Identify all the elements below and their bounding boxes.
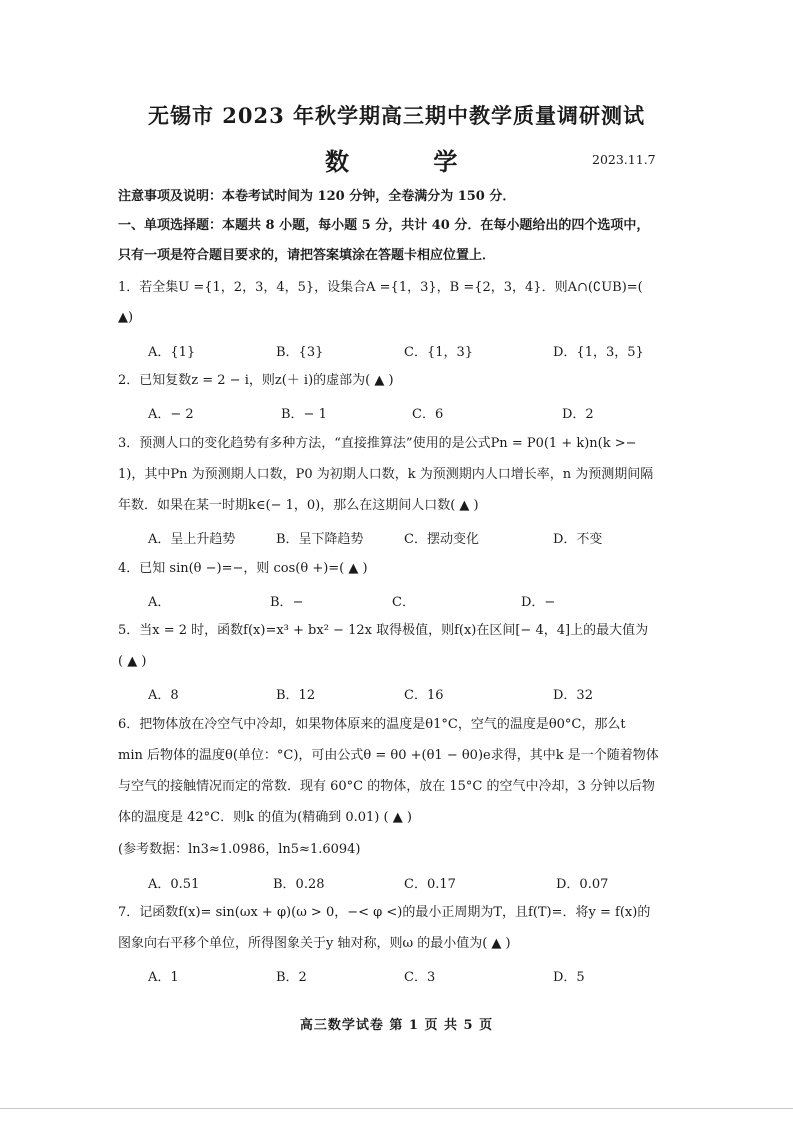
question-4-line-1: 4．已知 sin(θ −)=−，则 cos(θ +)=( ▲ )	[118, 561, 368, 576]
question-7-line-1: 7．记函数f(x)= sin(ωx + φ)(ω > 0，−< φ <)的最小正周期为T，且f(T)=．将y = f(x)的	[118, 905, 651, 920]
exam-date: 2023.11.7	[592, 152, 656, 167]
question-3-option-d: D．不变	[553, 532, 603, 547]
question-3-line-1: 3．预测人口的变化趋势有多种方法，“直接推算法”使用的是公式Pn = P0(1 + k)n(k >−	[118, 436, 637, 451]
question-5-option-a: A．8	[148, 688, 179, 703]
question-1-line-2: ▲)	[118, 310, 134, 325]
question-6-line-2: min 后物体的温度θ(单位：°C)，可由公式θ = θ0 +(θ1 − θ0)e求得，其中k 是一个随着物体	[118, 748, 659, 763]
question-6-option-d: D．0.07	[556, 877, 609, 892]
question-1-option-a: A．{1}	[148, 345, 196, 360]
question-7-option-c: C．3	[404, 970, 436, 985]
question-5-line-1: 5．当x = 2 时，函数f(x)=x³ + bx² − 12x 取得极值，则f(x)在区间[− 4，4]上的最大值为	[118, 623, 649, 638]
exam-title: 无锡市 2023 年秋学期高三期中教学质量调研测试	[147, 103, 646, 128]
question-3-line-2: 1)，其中Pn 为预测期人口数，P0 为初期人口数，k 为预测期内人口增长率，n 为预测期间隔	[118, 467, 654, 482]
question-2-option-b: B．− 1	[281, 407, 327, 422]
question-5-line-2: ( ▲ )	[118, 654, 147, 669]
question-6-line-4: 体的温度是 42°C．则k 的值为(精确到 0.01) ( ▲ )	[118, 810, 412, 825]
question-1-option-d: D．{1，3，5}	[553, 345, 644, 360]
question-2-line-1: 2．已知复数z = 2 − i，则z(＋ i)的虚部为( ▲ )	[118, 373, 394, 388]
question-2-option-d: D．2	[562, 407, 594, 422]
question-7-option-b: B．2	[276, 970, 307, 985]
question-3-option-a: A．呈上升趋势	[148, 532, 236, 547]
question-4-option-c: C．	[392, 595, 415, 610]
question-3-option-c: C．摆动变化	[404, 532, 479, 547]
question-4-option-a: A．	[148, 595, 171, 610]
bottom-divider	[0, 1108, 793, 1109]
question-4-option-d: D．−	[521, 595, 556, 610]
question-3-line-3: 年数．如果在某一时期k∈(− 1，0)，那么在这期间人口数( ▲ )	[118, 498, 479, 513]
section1-instruction-line1: 一、单项选择题：本题共 8 小题，每小题 5 分，共计 40 分．在每小题给出的四个选项中，	[118, 218, 650, 233]
subject-heading: 数 学	[325, 147, 496, 176]
question-1-option-b: B．{3}	[276, 345, 324, 360]
question-5-option-d: D．32	[553, 688, 593, 703]
page-footer: 高三数学试卷 第 1 页 共 5 页	[299, 1018, 494, 1033]
reference-data: (参考数据：ln3≈1.0986，ln5≈1.6094)	[118, 842, 361, 857]
question-3-option-b: B．呈下降趋势	[276, 532, 364, 547]
question-6-option-a: A．0.51	[148, 877, 200, 892]
section1-instruction-line2: 只有一项是符合题目要求的，请把答案填涂在答题卡相应位置上．	[118, 248, 496, 263]
question-7-option-a: A．1	[148, 970, 179, 985]
question-5-option-c: C．16	[404, 688, 444, 703]
question-7-option-d: D．5	[553, 970, 585, 985]
question-4-option-b: B．−	[270, 595, 304, 610]
question-5-option-b: B．12	[276, 688, 316, 703]
question-6-option-b: B．0.28	[273, 877, 325, 892]
question-1-option-c: C．{1，3}	[404, 345, 474, 360]
question-2-option-c: C．6	[412, 407, 444, 422]
notice-text: 注意事项及说明：本卷考试时间为 120 分钟，全卷满分为 150 分．	[118, 189, 516, 204]
question-7-line-2: 图象向右平移个单位，所得图象关于y 轴对称，则ω 的最小值为( ▲ )	[118, 936, 511, 951]
question-1-line-1: 1．若全集U ={1，2，3，4，5}，设集合A ={1，3}，B ={2，3，4}．则A∩(∁UB)=(	[118, 280, 643, 295]
question-2-option-a: A．− 2	[148, 407, 194, 422]
question-6-option-c: C．0.17	[404, 877, 456, 892]
question-6-line-1: 6．把物体放在冷空气中冷却，如果物体原来的温度是θ1°C，空气的温度是θ0°C，那么t	[118, 717, 626, 732]
question-6-line-3: 与空气的接触情况而定的常数．现有 60°C 的物体，放在 15°C 的空气中冷却，3 分钟以后物	[118, 779, 655, 794]
